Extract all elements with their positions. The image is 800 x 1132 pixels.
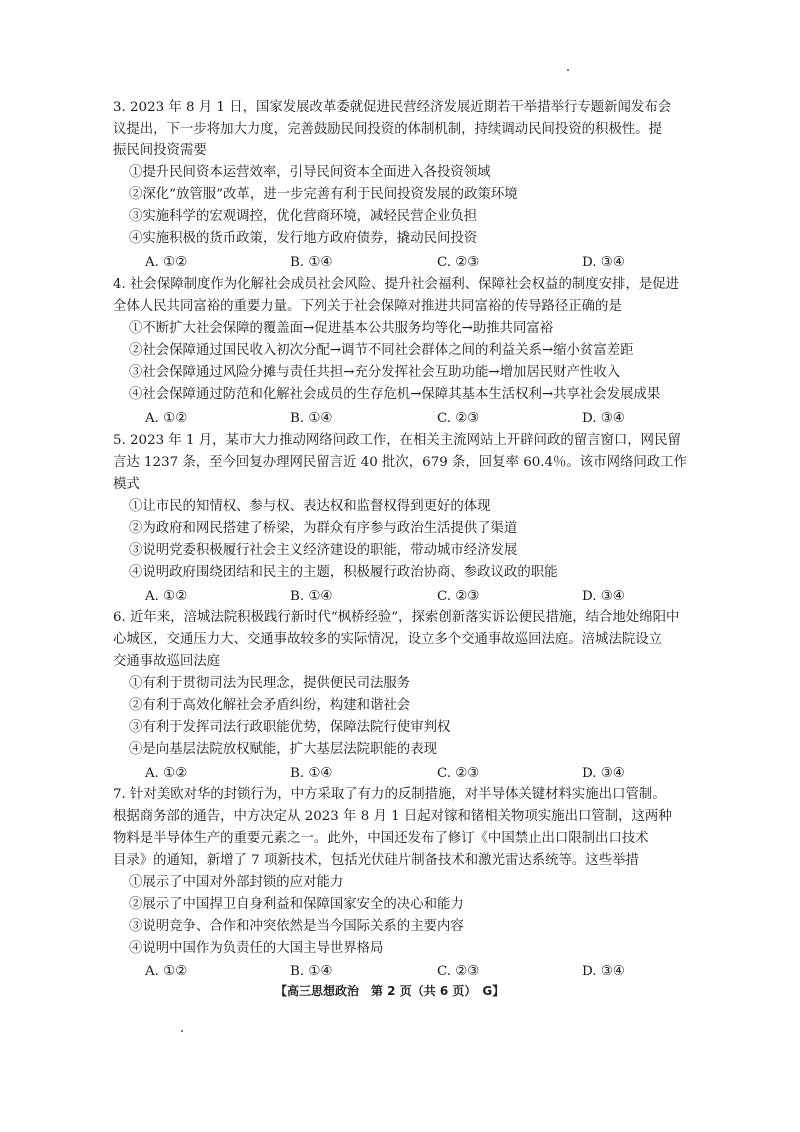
- answer-option: A. ①②: [145, 964, 188, 979]
- statement-item: ④实施积极的货币政策，发行地方政府债券，撬动民间投资: [129, 231, 478, 246]
- answer-option: C. ②③: [437, 766, 480, 781]
- answer-option: C. ②③: [437, 255, 480, 270]
- answer-option: B. ①④: [290, 766, 333, 781]
- statement-item: ②有利于高效化解社会矛盾纠纷，构建和谐社会: [129, 698, 411, 713]
- statement-item: ①有利于贯彻司法为民理念，提供便民司法服务: [129, 676, 411, 691]
- statement-item: ①不断扩大社会保障的覆盖面→促进基本公共服务均等化→助推共同富裕: [129, 321, 554, 336]
- answer-option: D. ③④: [582, 964, 625, 979]
- answer-option: D. ③④: [582, 589, 625, 604]
- statement-item: ②深化“放管服”改革，进一步完善有利于民间投资发展的政策环境: [129, 187, 518, 202]
- question-stem-line: 议提出，下一步将加大力度，完善鼓励民间投资的体制机制，持续调动民间投资的积极性。提: [113, 122, 663, 137]
- page-footer: 【高三思想政治 第 2 页（共 6 页） G】: [275, 984, 505, 998]
- statement-item: ③社会保障通过风险分摊与责任共担→充分发挥社会互助功能→增加居民财产性收入: [129, 365, 621, 380]
- statement-item: ④是向基层法院放权赋能，扩大基层法院职能的表现: [129, 742, 437, 757]
- question-stem-line: 6. 近年来，涪城法院积极践行新时代“枫桥经验”，探索创新落实诉讼便民措施，结合地处绵阳中: [113, 610, 680, 625]
- statement-item: ②展示了中国捍卫自身利益和保障国家安全的决心和能力: [129, 897, 464, 912]
- answer-option: B. ①④: [290, 964, 333, 979]
- question-stem-line: 交通事故巡回法庭: [113, 654, 221, 669]
- answer-option: A. ①②: [145, 589, 188, 604]
- question-stem-line: 7. 针对美欧对华的封锁行为，中方采取了有力的反制措施，对半导体关键材料实施出口管制。: [113, 787, 666, 802]
- statement-item: ①展示了中国对外部封锁的应对能力: [129, 875, 344, 890]
- question-stem-line: 模式: [113, 477, 140, 492]
- question-stem-line: 心城区，交通压力大、交通事故较多的实际情况，设立多个交通事故巡回法庭。涪城法院设立: [113, 632, 663, 647]
- statement-item: ④社会保障通过防范和化解社会成员的生存危机→保障其基本生活权利→共享社会发展成果: [129, 387, 661, 402]
- question-stem-line: 目录》的通知，新增了 7 项新技术，包括光伏硅片制备技术和激光雷达系统等。这些举措: [113, 853, 639, 868]
- question-stem-line: 振民间投资需要: [113, 143, 207, 158]
- answer-option: D. ③④: [582, 411, 625, 426]
- statement-item: ③说明党委积极履行社会主义经济建设的职能，带动城市经济发展: [129, 543, 518, 558]
- answer-option: A. ①②: [145, 411, 188, 426]
- statement-item: ③说明竞争、合作和冲突依然是当今国际关系的主要内容: [129, 919, 464, 934]
- answer-option: D. ③④: [582, 255, 625, 270]
- answer-option: C. ②③: [437, 589, 480, 604]
- answer-option: B. ①④: [290, 255, 333, 270]
- statement-item: ④说明政府围绕团结和民主的主题，积极履行政治协商、参政议政的职能: [129, 565, 558, 580]
- statement-item: ③有利于发挥司法行政职能优势，保障法院行使审判权: [129, 720, 451, 735]
- question-stem-line: 全体人民共同富裕的重要力量。下列关于社会保障对推进共同富裕的传导路径正确的是: [113, 299, 622, 314]
- answer-option: B. ①④: [290, 589, 333, 604]
- answer-option: B. ①④: [290, 411, 333, 426]
- statement-item: ④说明中国作为负责任的大国主导世界格局: [129, 941, 384, 956]
- answer-option: A. ①②: [145, 766, 188, 781]
- answer-option: C. ②③: [437, 964, 480, 979]
- statement-item: ①让市民的知情权、参与权、表达权和监督权得到更好的体现: [129, 499, 491, 514]
- statement-item: ②社会保障通过国民收入初次分配→调节不同社会群体之间的利益关系→缩小贫富差距: [129, 343, 634, 358]
- scan-speck: [181, 1030, 183, 1032]
- question-stem-line: 根据商务部的通告，中方决定从 2023 年 8 月 1 日起对镓和锗相关物项实施出口管制，这两种: [113, 809, 672, 824]
- question-stem-line: 5. 2023 年 1 月，某市大力推动网络问政工作，在相关主流网站上开辟问政的留言窗口，网民留: [113, 433, 681, 448]
- question-stem-line: 4. 社会保障制度作为化解社会成员社会风险、提升社会福利、保障社会权益的制度安排，是促进: [113, 277, 680, 292]
- statement-item: ①提升民间资本运营效率，引导民间资本全面进入各投资领域: [129, 165, 491, 180]
- answer-option: A. ①②: [145, 255, 188, 270]
- scan-speck: [567, 69, 569, 71]
- question-stem-line: 3. 2023 年 8 月 1 日，国家发展改革委就促进民营经济发展近期若干举措举行专题新闻发布会: [113, 100, 672, 115]
- statement-item: ②为政府和网民搭建了桥梁，为群众有序参与政治生活提供了渠道: [129, 521, 518, 536]
- question-stem-line: 物料是半导体生产的重要元素之一。此外，中国还发布了修订《中国禁止出口限制出口技术: [113, 831, 649, 846]
- statement-item: ③实施科学的宏观调控，优化营商环境，减轻民营企业负担: [129, 209, 478, 224]
- answer-option: C. ②③: [437, 411, 480, 426]
- answer-option: D. ③④: [582, 766, 625, 781]
- question-stem-line: 言达 1237 条，至今回复办理网民留言近 40 批次，679 条，回复率 60.4％。该市网络问政工作: [113, 455, 687, 470]
